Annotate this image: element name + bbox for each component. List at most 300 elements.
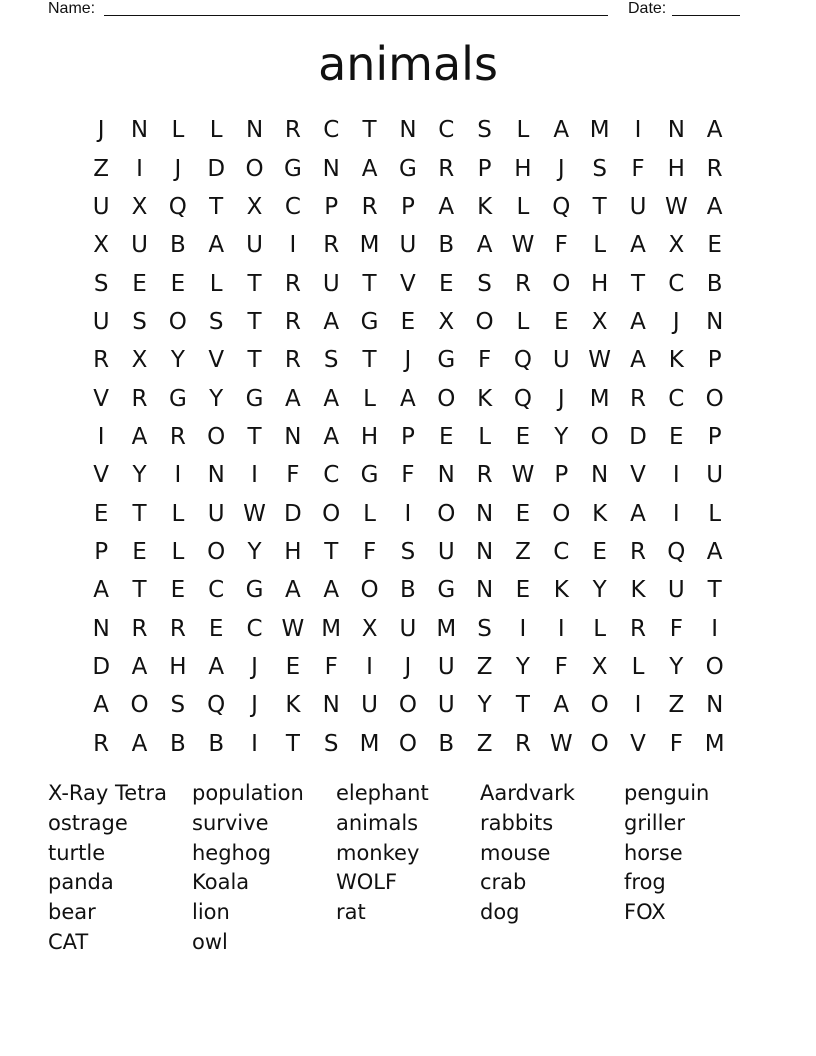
grid-cell: B bbox=[438, 730, 455, 757]
grid-cell: E bbox=[707, 232, 722, 259]
grid-cell: X bbox=[131, 193, 148, 220]
grid-cell: X bbox=[591, 308, 608, 335]
word-list-item: bear bbox=[48, 900, 96, 925]
grid-cell: L bbox=[516, 193, 530, 220]
grid-cell: I bbox=[634, 117, 642, 144]
grid-cell: A bbox=[208, 653, 225, 680]
grid-cell: H bbox=[169, 653, 187, 680]
grid-cell: E bbox=[170, 577, 186, 604]
grid-cell: A bbox=[131, 423, 148, 450]
grid-cell: P bbox=[554, 462, 569, 489]
grid-cell: T bbox=[362, 117, 377, 144]
grid-cell: S bbox=[400, 538, 416, 565]
grid-cell: K bbox=[285, 692, 301, 719]
grid-cell: Z bbox=[476, 730, 493, 757]
grid-cell: T bbox=[324, 538, 339, 565]
grid-cell: F bbox=[286, 462, 300, 489]
grid-cell: O bbox=[705, 653, 724, 680]
grid-cell: R bbox=[284, 308, 301, 335]
grid-cell: M bbox=[359, 730, 380, 757]
grid-cell: A bbox=[553, 692, 570, 719]
grid-cell: E bbox=[285, 653, 301, 680]
grid-cell: D bbox=[92, 653, 111, 680]
date-blank-line bbox=[672, 15, 740, 16]
grid-cell: O bbox=[552, 500, 571, 527]
word-list-item: panda bbox=[48, 870, 114, 895]
grid-cell: N bbox=[476, 538, 494, 565]
grid-cell: E bbox=[93, 500, 109, 527]
grid-cell: U bbox=[706, 462, 724, 489]
word-list-item: survive bbox=[192, 810, 269, 835]
grid-cell: I bbox=[97, 423, 105, 450]
grid-cell: G bbox=[283, 155, 302, 182]
grid-row bbox=[82, 379, 734, 417]
grid-cell: R bbox=[323, 232, 340, 259]
grid-cell: T bbox=[209, 193, 224, 220]
grid-cell: R bbox=[629, 385, 646, 412]
grid-cell: M bbox=[321, 615, 342, 642]
grid-cell: A bbox=[208, 232, 225, 259]
grid-cell: M bbox=[359, 232, 380, 259]
grid-cell: K bbox=[477, 385, 493, 412]
grid-cell: B bbox=[169, 232, 186, 259]
grid-cell: U bbox=[552, 347, 570, 374]
grid-cell: Y bbox=[515, 653, 530, 680]
grid-cell: Q bbox=[207, 692, 226, 719]
grid-cell: V bbox=[208, 347, 225, 374]
grid-cell: X bbox=[246, 193, 263, 220]
grid-cell: A bbox=[630, 308, 646, 335]
grid-cell: S bbox=[323, 347, 339, 374]
grid-cell: A bbox=[630, 347, 646, 374]
grid-cell: R bbox=[131, 385, 148, 412]
grid-cell: V bbox=[93, 385, 110, 412]
grid-cell: E bbox=[515, 500, 531, 527]
grid-cell: P bbox=[707, 347, 722, 374]
grid-cell: N bbox=[706, 692, 724, 719]
word-list-item: ostrage bbox=[48, 810, 128, 835]
grid-cell: P bbox=[707, 423, 722, 450]
grid-row bbox=[82, 571, 734, 609]
grid-cell: H bbox=[360, 423, 379, 450]
grid-cell: O bbox=[437, 385, 456, 412]
grid-cell: O bbox=[168, 308, 187, 335]
grid-cell: R bbox=[706, 155, 723, 182]
grid-cell: T bbox=[362, 270, 377, 297]
grid-cell: Y bbox=[132, 462, 147, 489]
grid-cell: L bbox=[478, 423, 492, 450]
grid-cell: O bbox=[552, 270, 571, 297]
grid-cell: K bbox=[477, 193, 493, 220]
grid-cell: X bbox=[591, 653, 608, 680]
grid-cell: L bbox=[593, 615, 607, 642]
grid-row bbox=[82, 686, 734, 724]
name-blank-line bbox=[104, 15, 608, 16]
grid-cell: U bbox=[437, 653, 455, 680]
grid-cell: B bbox=[400, 577, 416, 604]
grid-cell: T bbox=[247, 347, 262, 374]
worksheet-header bbox=[48, 0, 748, 20]
word-list-item: mouse bbox=[480, 840, 551, 865]
grid-cell: L bbox=[171, 500, 185, 527]
grid-cell: I bbox=[634, 692, 642, 719]
grid-cell: I bbox=[711, 615, 719, 642]
grid-cell: E bbox=[669, 423, 684, 450]
grid-cell: Q bbox=[552, 193, 571, 220]
grid-cell: L bbox=[708, 500, 722, 527]
grid-cell: E bbox=[515, 423, 531, 450]
grid-cell: G bbox=[437, 347, 456, 374]
grid-cell: R bbox=[284, 347, 301, 374]
grid-cell: U bbox=[399, 615, 417, 642]
grid-cell: Z bbox=[515, 538, 531, 565]
grid-cell: Y bbox=[554, 423, 569, 450]
grid-cell: L bbox=[363, 500, 376, 527]
word-list-item: rabbits bbox=[480, 810, 554, 835]
grid-cell: I bbox=[136, 155, 143, 182]
grid-cell: A bbox=[361, 155, 378, 182]
grid-cell: T bbox=[707, 577, 722, 604]
grid-cell: L bbox=[593, 232, 607, 259]
grid-cell: S bbox=[132, 308, 147, 335]
grid-cell: N bbox=[667, 117, 685, 144]
grid-cell: R bbox=[284, 270, 301, 297]
grid-cell: T bbox=[630, 270, 646, 297]
word-list-item: X-Ray Tetra bbox=[48, 781, 167, 805]
grid-cell: F bbox=[669, 730, 683, 757]
grid-cell: Q bbox=[168, 193, 187, 220]
grid-cell: Z bbox=[93, 155, 110, 182]
grid-cell: Y bbox=[669, 653, 684, 680]
grid-cell: Y bbox=[477, 692, 492, 719]
grid-cell: I bbox=[366, 653, 373, 680]
grid-cell: N bbox=[322, 692, 340, 719]
word-list-item: monkey bbox=[336, 840, 420, 865]
grid-cell: C bbox=[438, 117, 455, 144]
grid-cell: L bbox=[171, 117, 185, 144]
word-list-item: penguin bbox=[624, 781, 710, 805]
grid-cell: A bbox=[323, 577, 340, 604]
word-list-item: elephant bbox=[336, 781, 429, 805]
grid-row bbox=[82, 226, 734, 264]
grid-cell: Q bbox=[513, 385, 532, 412]
grid-cell: C bbox=[246, 615, 263, 642]
grid-cell: S bbox=[93, 270, 109, 297]
word-list-item: Aardvark bbox=[480, 781, 575, 805]
grid-cell: C bbox=[323, 117, 340, 144]
grid-cell: E bbox=[592, 538, 607, 565]
grid-cell: R bbox=[438, 155, 455, 182]
grid-cell: N bbox=[437, 462, 455, 489]
grid-cell: N bbox=[399, 117, 417, 144]
grid-cell: H bbox=[284, 538, 302, 565]
grid-cell: O bbox=[207, 423, 226, 450]
grid-cell: P bbox=[477, 155, 492, 182]
grid-cell: A bbox=[323, 423, 340, 450]
grid-cell: O bbox=[705, 385, 724, 412]
grid-cell: T bbox=[592, 193, 607, 220]
grid-cell: N bbox=[207, 462, 225, 489]
word-list-item: population bbox=[192, 781, 304, 805]
grid-cell: E bbox=[400, 308, 416, 335]
grid-cell: I bbox=[251, 730, 258, 757]
grid-cell: O bbox=[207, 538, 226, 565]
grid-cell: W bbox=[511, 232, 535, 259]
grid-cell: Y bbox=[592, 577, 607, 604]
grid-cell: L bbox=[171, 538, 185, 565]
grid-cell: L bbox=[363, 385, 376, 412]
grid-cell: A bbox=[93, 577, 110, 604]
word-list-item: frog bbox=[624, 870, 666, 895]
grid-row bbox=[82, 609, 734, 647]
grid-cell: A bbox=[93, 692, 110, 719]
grid-row bbox=[82, 533, 734, 571]
grid-cell: N bbox=[322, 155, 340, 182]
grid-cell: R bbox=[131, 615, 148, 642]
grid-cell: U bbox=[92, 308, 110, 335]
grid-cell: F bbox=[554, 232, 568, 259]
grid-cell: R bbox=[514, 730, 531, 757]
grid-cell: S bbox=[477, 270, 492, 297]
grid-cell: I bbox=[672, 462, 680, 489]
grid-cell: Q bbox=[667, 538, 686, 565]
grid-cell: V bbox=[400, 270, 416, 297]
grid-cell: W bbox=[511, 462, 535, 489]
grid-cell: T bbox=[285, 730, 300, 757]
grid-cell: J bbox=[251, 653, 258, 680]
grid-cell: U bbox=[92, 193, 110, 220]
grid-cell: B bbox=[706, 270, 723, 297]
grid-cell: J bbox=[404, 653, 412, 680]
grid-cell: H bbox=[514, 155, 532, 182]
grid-cell: E bbox=[132, 538, 147, 565]
grid-cell: G bbox=[245, 577, 264, 604]
grid-row bbox=[82, 111, 734, 149]
grid-cell: U bbox=[399, 232, 417, 259]
grid-cell: V bbox=[93, 462, 110, 489]
grid-cell: R bbox=[476, 462, 493, 489]
grid-cell: G bbox=[399, 155, 417, 182]
grid-cell: C bbox=[208, 577, 225, 604]
grid-cell: U bbox=[246, 232, 263, 259]
grid-cell: Y bbox=[170, 347, 185, 374]
grid-cell: R bbox=[93, 730, 110, 757]
grid-cell: M bbox=[589, 117, 610, 144]
grid-cell: J bbox=[557, 385, 565, 412]
grid-cell: J bbox=[557, 155, 565, 182]
grid-cell: F bbox=[554, 653, 568, 680]
word-list bbox=[48, 779, 768, 958]
grid-cell: J bbox=[97, 117, 105, 144]
grid-cell: B bbox=[169, 730, 186, 757]
grid-cell: O bbox=[360, 577, 379, 604]
grid-cell: A bbox=[706, 117, 723, 144]
word-list-item: CAT bbox=[48, 929, 89, 954]
grid-row bbox=[82, 725, 734, 763]
grid-cell: L bbox=[631, 653, 645, 680]
grid-cell: C bbox=[323, 462, 340, 489]
grid-cell: I bbox=[251, 462, 258, 489]
grid-cell: M bbox=[436, 615, 457, 642]
grid-cell: S bbox=[323, 730, 339, 757]
grid-cell: N bbox=[476, 577, 494, 604]
grid-cell: T bbox=[247, 308, 262, 335]
grid-cell: I bbox=[557, 615, 565, 642]
grid-cell: J bbox=[672, 308, 680, 335]
grid-cell: F bbox=[362, 538, 377, 565]
grid-cell: S bbox=[592, 155, 607, 182]
grid-cell: L bbox=[209, 117, 223, 144]
grid-cell: O bbox=[398, 730, 417, 757]
grid-cell: D bbox=[207, 155, 226, 182]
grid-cell: S bbox=[477, 117, 492, 144]
grid-cell: E bbox=[515, 577, 531, 604]
grid-cell: T bbox=[247, 270, 262, 297]
grid-cell: D bbox=[629, 423, 647, 450]
grid-row bbox=[82, 188, 734, 226]
grid-cell: W bbox=[664, 193, 688, 220]
grid-cell: R bbox=[284, 117, 301, 144]
grid-cell: C bbox=[284, 193, 301, 220]
grid-cell: H bbox=[590, 270, 609, 297]
grid-cell: K bbox=[668, 347, 684, 374]
grid-cell: C bbox=[553, 538, 570, 565]
grid-cell: E bbox=[554, 308, 569, 335]
grid-cell: I bbox=[519, 615, 527, 642]
grid-cell: V bbox=[630, 462, 646, 489]
grid-cell: C bbox=[668, 270, 685, 297]
grid-cell: I bbox=[289, 232, 297, 259]
grid-cell: G bbox=[360, 462, 379, 489]
grid-cell: F bbox=[631, 155, 645, 182]
grid-cell: P bbox=[400, 193, 415, 220]
word-list-item: Koala bbox=[192, 870, 250, 895]
grid-cell: M bbox=[589, 385, 610, 412]
grid-cell: F bbox=[669, 615, 683, 642]
grid-cell: A bbox=[323, 308, 340, 335]
grid-cell: U bbox=[361, 692, 378, 719]
word-list-item: rat bbox=[336, 900, 366, 925]
grid-cell: U bbox=[207, 500, 225, 527]
grid-cell: A bbox=[553, 117, 570, 144]
grid-cell: R bbox=[361, 193, 378, 220]
grid-cell: R bbox=[169, 615, 186, 642]
grid-row bbox=[82, 494, 734, 532]
letter-grid bbox=[82, 111, 734, 763]
date-label: Date: bbox=[628, 0, 667, 17]
grid-cell: A bbox=[131, 653, 148, 680]
grid-cell: N bbox=[706, 308, 724, 335]
grid-cell: Q bbox=[513, 347, 532, 374]
grid-cell: P bbox=[324, 193, 339, 220]
word-list-item: animals bbox=[336, 810, 419, 835]
grid-cell: N bbox=[284, 423, 302, 450]
grid-cell: O bbox=[590, 730, 609, 757]
grid-cell: R bbox=[629, 538, 646, 565]
grid-cell: W bbox=[588, 347, 612, 374]
grid-cell: W bbox=[549, 730, 573, 757]
grid-cell: O bbox=[590, 692, 609, 719]
grid-cell: E bbox=[170, 270, 186, 297]
grid-cell: U bbox=[131, 232, 148, 259]
grid-cell: J bbox=[251, 692, 258, 719]
grid-cell: G bbox=[168, 385, 187, 412]
word-list-item: horse bbox=[624, 840, 683, 865]
grid-cell: N bbox=[130, 117, 149, 144]
grid-cell: G bbox=[245, 385, 264, 412]
grid-cell: K bbox=[592, 500, 608, 527]
grid-cell: A bbox=[438, 193, 455, 220]
grid-cell: K bbox=[553, 577, 569, 604]
grid-cell: X bbox=[361, 615, 378, 642]
grid-cell: Z bbox=[476, 653, 493, 680]
grid-cell: T bbox=[132, 577, 147, 604]
grid-cell: G bbox=[360, 308, 379, 335]
grid-row bbox=[82, 303, 734, 341]
grid-cell: E bbox=[208, 615, 224, 642]
grid-cell: Y bbox=[247, 538, 262, 565]
grid-cell: A bbox=[630, 232, 646, 259]
grid-cell: J bbox=[174, 155, 182, 182]
grid-cell: T bbox=[362, 347, 377, 374]
grid-cell: P bbox=[400, 423, 415, 450]
word-list-item: WOLF bbox=[336, 870, 398, 895]
grid-cell: I bbox=[174, 462, 182, 489]
grid-cell: M bbox=[704, 730, 725, 757]
grid-cell: A bbox=[400, 385, 416, 412]
page-title: animals bbox=[318, 37, 498, 91]
grid-cell: T bbox=[247, 423, 262, 450]
grid-cell: R bbox=[169, 423, 186, 450]
grid-cell: O bbox=[437, 500, 456, 527]
grid-cell: A bbox=[285, 577, 301, 604]
grid-cell: A bbox=[630, 500, 646, 527]
grid-cell: G bbox=[437, 577, 456, 604]
grid-cell: F bbox=[477, 347, 492, 374]
grid-cell: T bbox=[132, 500, 147, 527]
grid-cell: A bbox=[131, 730, 148, 757]
grid-cell: F bbox=[324, 653, 338, 680]
grid-cell: R bbox=[514, 270, 531, 297]
grid-cell: X bbox=[668, 232, 685, 259]
word-list-item: heghog bbox=[192, 840, 272, 865]
word-list-item: turtle bbox=[48, 840, 106, 865]
grid-cell: O bbox=[130, 692, 149, 719]
grid-cell: V bbox=[630, 730, 646, 757]
grid-cell: W bbox=[281, 615, 305, 642]
grid-cell: O bbox=[245, 155, 264, 182]
grid-cell: A bbox=[706, 538, 723, 565]
grid-row bbox=[82, 149, 734, 187]
grid-cell: O bbox=[590, 423, 609, 450]
grid-cell: S bbox=[208, 308, 224, 335]
grid-cell: J bbox=[404, 347, 412, 374]
grid-cell: A bbox=[323, 385, 340, 412]
grid-cell: U bbox=[667, 577, 685, 604]
grid-row bbox=[82, 456, 734, 494]
grid-cell: H bbox=[667, 155, 685, 182]
grid-row bbox=[82, 418, 734, 456]
grid-cell: R bbox=[629, 615, 646, 642]
grid-row bbox=[82, 264, 734, 302]
grid-row bbox=[82, 341, 734, 379]
grid-cell: L bbox=[209, 270, 223, 297]
grid-cell: A bbox=[476, 232, 493, 259]
grid-cell: E bbox=[438, 270, 454, 297]
grid-row bbox=[82, 648, 734, 686]
grid-cell: Y bbox=[209, 385, 224, 412]
grid-cell: X bbox=[93, 232, 110, 259]
